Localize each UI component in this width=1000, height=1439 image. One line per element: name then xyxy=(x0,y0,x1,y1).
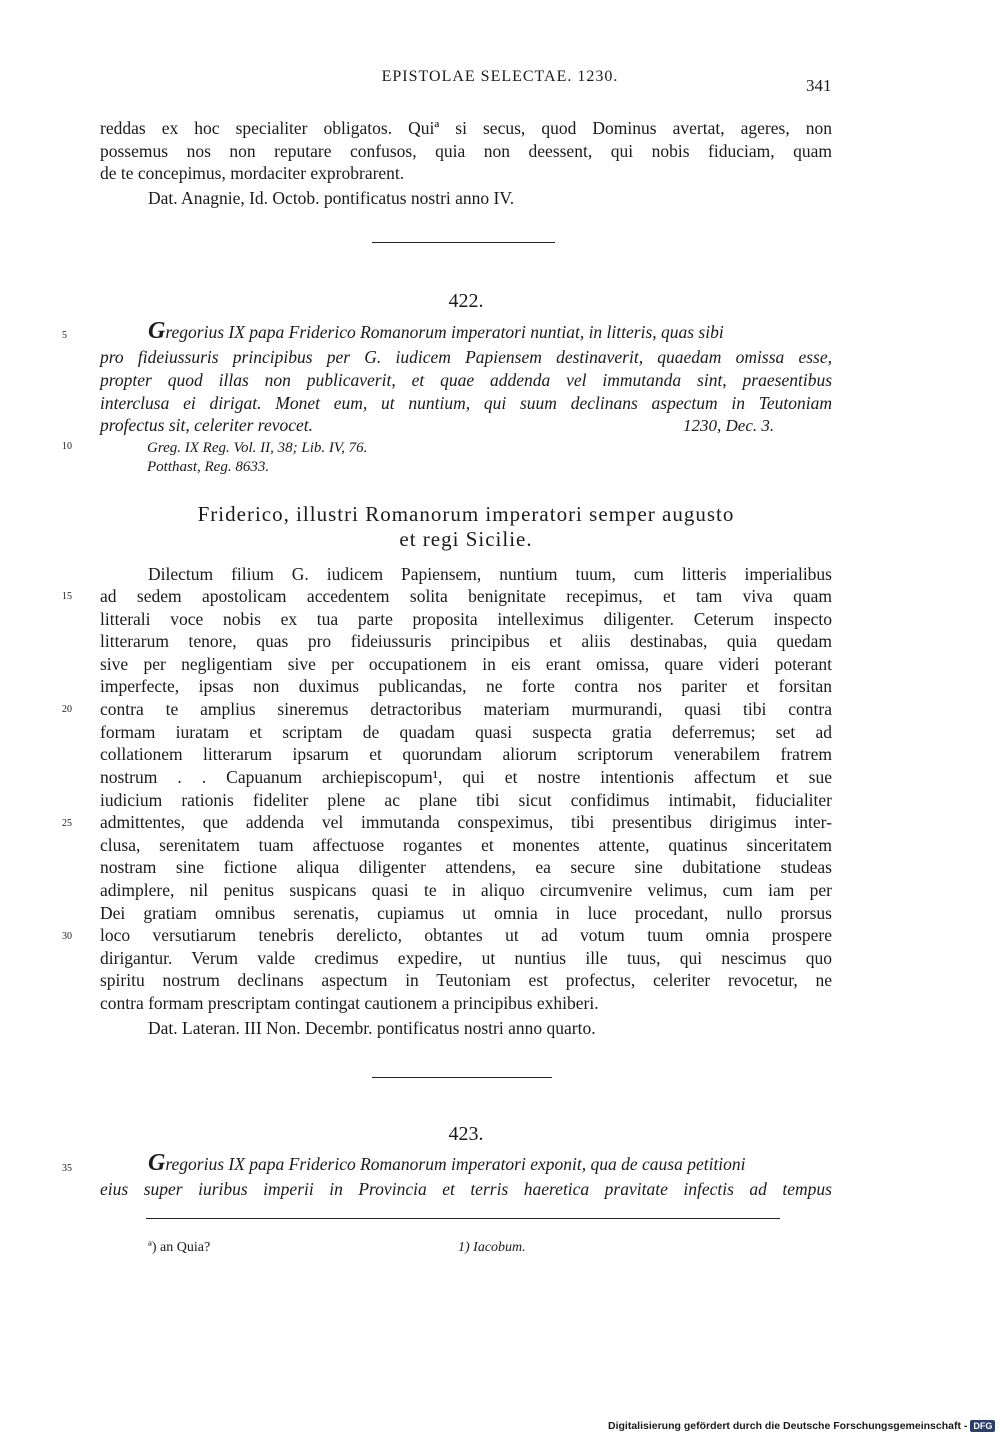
page-number: 341 xyxy=(806,76,832,95)
footnote-1: 1) Iacobum. xyxy=(458,1240,526,1255)
footnote-rule xyxy=(146,1218,780,1219)
body-line-6: imperfecte, ipsas non duximus publicandas, ne forte contra nos pariter et forsitan xyxy=(100,676,832,696)
body-line-12: admittentes, que addenda vel immutanda conspeximus, tibi presentibus dirigimus inter- xyxy=(100,812,832,832)
line-number-25: 25 xyxy=(62,818,72,829)
body-line-5: sive per negligentiam sive per occupationem in eis erant omissa, quare videri poterant xyxy=(100,654,832,674)
line-number-20: 20 xyxy=(62,704,72,715)
dropcap-g: G xyxy=(148,318,166,344)
body-line-19: spiritu nostrum declinans aspectum in Teutoniam est profectus, celeriter revocetur, ne xyxy=(100,970,832,990)
body-line-18: dirigantur. Verum valde credimus expedire, ut nuntius ille tuus, qui nescimus quo xyxy=(100,948,832,968)
running-title: EPISTOLAE SELECTAE. 1230. xyxy=(381,68,619,85)
prev-letter-line-1: reddas ex hoc specialiter obligatos. Quiª si secus, quod Dominus avertat, ageres, non xyxy=(100,118,832,138)
address-line-2: et regi Sicilie. xyxy=(399,527,533,551)
footnote-a: ª) an Quia? xyxy=(148,1240,211,1255)
body-line-17: loco versutiarum tenebris derelicto, obtantes ut ad votum tuum omnia prospere xyxy=(100,925,832,945)
dropcap-g-423: G xyxy=(148,1150,166,1176)
line-number-30: 30 xyxy=(62,931,72,942)
line-number-5: 5 xyxy=(62,330,67,341)
source-potthast: Potthast, Reg. 8633. xyxy=(147,459,270,475)
letter-number-422: 422. xyxy=(448,290,484,312)
summary-422-line-3: propter quod illas non publicaverit, et quae addenda vel immutanda sint, praesentibus xyxy=(100,370,832,390)
letter-422-date: 1230, Dec. 3. xyxy=(683,416,775,435)
section-divider-2 xyxy=(372,1077,552,1078)
body-line-14: nostram sine fictione aliqua diligenter attendens, ea secure sine dubitatione studeas xyxy=(100,857,832,877)
body-line-10: nostrum . . Capuanum archiepiscopum¹, qui et nostre intentionis affectum et sue xyxy=(100,767,832,787)
funding-footer: Digitalisierung gefördert durch die Deutsche Forschungsgemeinschaft - DFG xyxy=(608,1420,995,1432)
prev-letter-dating: Dat. Anagnie, Id. Octob. pontificatus nostri anno IV. xyxy=(148,188,515,208)
summary-422-first-line: Gregorius IX papa Friderico Romanorum imperatori nuntiat, in litteris, quas sibi xyxy=(148,318,724,344)
body-line-4: litterarum tenore, quas pro fideiussuris principibus et aliis destinabas, quia quedam xyxy=(100,631,832,651)
section-divider-1 xyxy=(372,242,555,243)
summary-422-line-4: interclusa ei dirigat. Monet eum, ut nuntium, qui suum declinans aspectum in Teutoniam xyxy=(100,393,832,413)
summary-422-line-2: pro fideiussuris principibus per G. iudicem Papiensem destinaverit, quaedam omissa esse, xyxy=(100,347,832,367)
summary-423-line-2: eius super iuribus imperii in Provincia et terris haeretica pravitate infectis ad tempus xyxy=(100,1179,832,1199)
body-line-1: Dilectum filium G. iudicem Papiensem, nuntium tuum, cum litteris imperialibus xyxy=(148,564,832,584)
prev-letter-line-2: possemus nos non reputare confusos, quia non deessent, qui nobis fiduciam, quam xyxy=(100,141,832,161)
address-line-1: Friderico, illustri Romanorum imperatori semper augusto xyxy=(197,502,735,526)
source-register: Greg. IX Reg. Vol. II, 38; Lib. IV, 76. xyxy=(147,440,368,456)
body-line-15: adimplere, nil penitus suspicans quasi te in aliquo circumvenire velimus, cum iam per xyxy=(100,880,832,900)
summary-423-first-line: Gregorius IX papa Friderico Romanorum imperatori exponit, qua de causa petitioni xyxy=(148,1150,746,1176)
line-number-10: 10 xyxy=(62,441,72,452)
line-number-35: 35 xyxy=(62,1163,72,1174)
body-line-20: contra formam prescriptam contingat cautionem a principibus exhiberi. xyxy=(100,993,599,1013)
body-line-2: ad sedem apostolicam accedentem solita benignitate recepimus, et tam viva quam xyxy=(100,586,832,606)
dfg-logo: DFG xyxy=(970,1420,995,1432)
prev-letter-line-3: de te concepimus, mordaciter exprobrarent. xyxy=(100,163,405,183)
body-line-3: litterali voce nobis ex tua parte proposita intelleximus diligenter. Ceterum inspecto xyxy=(100,609,832,629)
body-line-8: formam iuratam et scriptam de quadam quasi suspecta gratia deferremus; set ad xyxy=(100,722,832,742)
letter-number-423: 423. xyxy=(448,1123,484,1145)
line-number-15: 15 xyxy=(62,591,72,602)
body-line-16: Dei gratiam omnibus serenatis, cupiamus ut omnia in luce procedant, nullo prorsus xyxy=(100,903,832,923)
body-line-13: clusa, serenitatem tuam affectuose rogantes et monentes attente, quatinus sinceritatem xyxy=(100,835,832,855)
body-line-11: iudicium rationis fideliter plene ac plane tibi sicut confidimus intimabit, fiducialiter xyxy=(100,790,832,810)
letter-422-dating: Dat. Lateran. III Non. Decembr. pontificatus nostri anno quarto. xyxy=(148,1018,596,1038)
summary-422-line-5: profectus sit, celeriter revocet. xyxy=(100,415,314,435)
body-line-9: collationem litterarum ipsarum et quorundam aliorum scriptorum venerabilem fratrem xyxy=(100,744,832,764)
body-line-7: contra te amplius sineremus detractoribus materiam murmurandi, quasi tibi contra xyxy=(100,699,832,719)
